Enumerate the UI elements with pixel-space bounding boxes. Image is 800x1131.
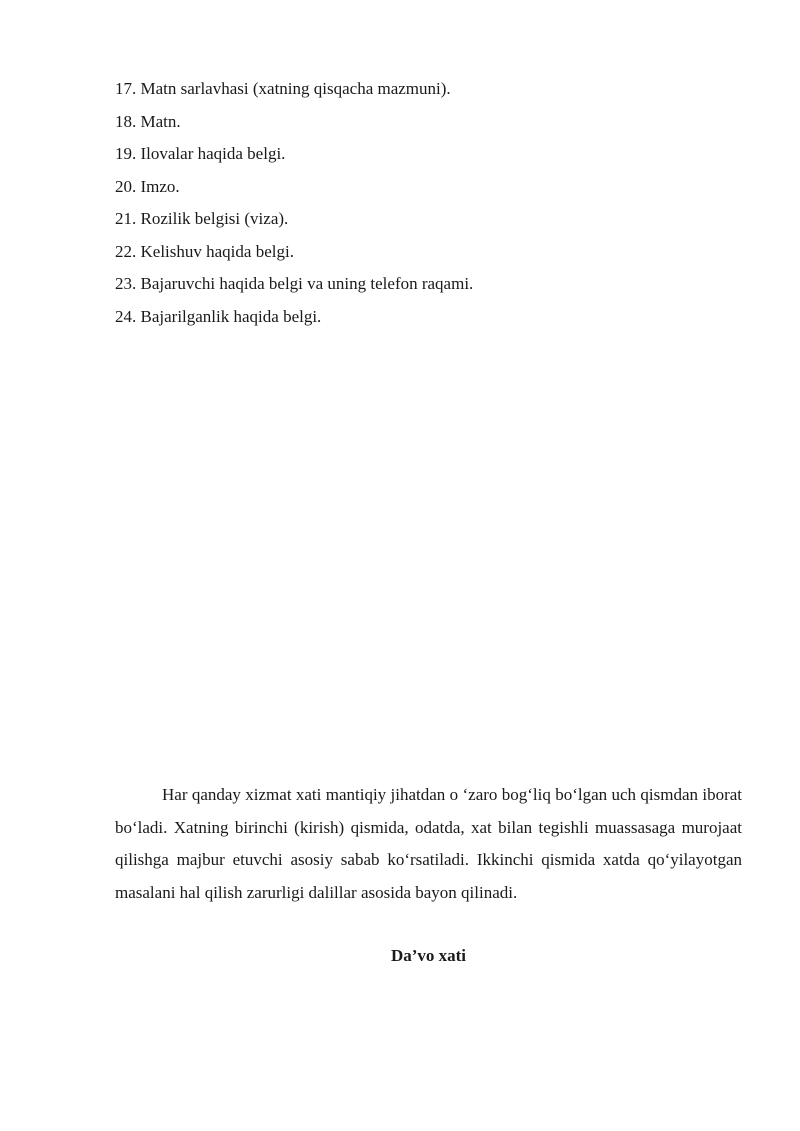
section-heading: Da’vo xati [390,946,467,965]
list-item: 19. Ilovalar haqida belgi. [115,144,286,163]
requisites-list [115,73,755,333]
list-item: 22. Kelishuv haqida belgi. [115,241,294,261]
list-item: 18. Matn. [115,111,181,131]
body-paragraph: Har qanday xizmat xati mantiqiy jihatdan o ‘zaro bog‘liq bo‘lgan uch qismdan iborat bo‘ladi. Xatning birinchi (kirish) qismida, odatda, xat bilan tegishli muassasaga murojaat qilishga majbur etuvchi asosiy sabab ko‘rsatiladi. Ikkinchi qismida xatda qo‘yilayotgan masalani hal qilish zarurligi dalillar asosida bayon qilinadi. [115,785,742,902]
list-item: 20. Imzo. [115,176,180,196]
list-item: 21. Rozilik belgisi (viza). [115,209,289,228]
list-item: 24. Bajarilganlik haqida belgi. [115,306,322,326]
list-item: 23. Bajaruvchi haqida belgi va uning telefon raqami. [115,274,474,293]
list-item: 17. Matn sarlavhasi (xatning qisqacha mazmuni). [115,79,451,98]
